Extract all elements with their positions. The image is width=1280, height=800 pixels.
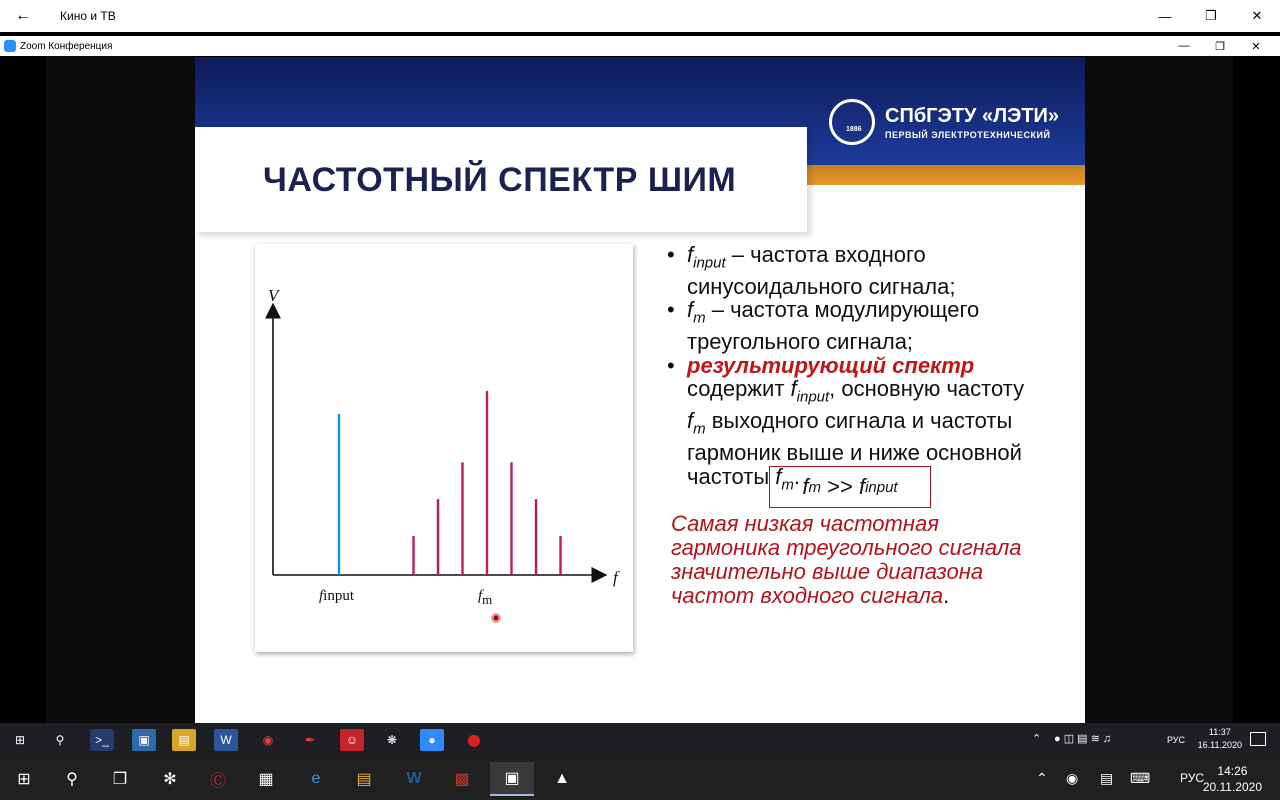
zoom-window-title: Zoom Конференция (20, 40, 113, 52)
clock-date: 20.11.2020 (1202, 780, 1262, 794)
start-button-icon[interactable]: ⊞ (17, 771, 31, 788)
slide-orange-strip (805, 165, 1085, 185)
powershell-icon: >_ (90, 729, 114, 751)
zoom-window-controls (1166, 36, 1274, 56)
inner-date: 16.11.2020 (1197, 740, 1242, 750)
word-taskbar-icon[interactable]: W (406, 770, 422, 787)
network-app-icon: ❋ (386, 733, 398, 747)
inner-language: РУС (1166, 735, 1185, 745)
explorer-icon[interactable]: ▤ (356, 771, 372, 788)
language-indicator[interactable]: РУС (1179, 771, 1204, 785)
formula-box: f m >> f input (769, 466, 931, 508)
taskbar-search-icon[interactable]: ⚲ (66, 771, 78, 788)
app-red-icon: ☺ (340, 729, 364, 751)
edge-icon[interactable]: e (311, 770, 321, 787)
right-dark-panel (1085, 56, 1233, 723)
slide-title: ЧАСТОТНЫЙ СПЕКТР ШИМ (263, 161, 737, 199)
tick-label-fm: fm (478, 588, 493, 607)
taskbar (0, 758, 1280, 800)
start-icon: ⊞ (14, 733, 26, 747)
movies-tv-icon[interactable]: ▣ (490, 762, 534, 796)
left-dark-panel (46, 56, 195, 723)
word-icon: W (214, 729, 238, 751)
search-icon: ⚲ (55, 733, 65, 747)
tray-chevron-icon: ⌃ (1032, 733, 1042, 745)
tray-icons: ● ◫ ▤ ≋ ♫ (1054, 733, 1112, 745)
inner-notification-icon (1250, 732, 1266, 746)
red-note: Самая низкая частотная гармоника треугольного сигнала значительно выше диапазона частот входного сигнала. (671, 511, 1022, 608)
x-axis-label: f (613, 568, 618, 587)
logo-name: СПбГЭТУ «ЛЭТИ» (885, 104, 1060, 127)
bullet-fm: • $f_m$ – частота модулирующего треугольного сигнала; (667, 297, 980, 355)
spectrum-chart (255, 244, 633, 652)
battery-icon[interactable]: ▤ (1100, 770, 1114, 786)
yandex-browser-icon[interactable]: Ⓒ (209, 772, 226, 790)
zoom-minimize-icon[interactable]: — (1178, 40, 1190, 52)
minimize-icon[interactable]: — (1158, 8, 1172, 24)
zoom-titlebar (0, 36, 1280, 56)
logo-emblem-icon (829, 99, 875, 145)
zoom-taskbar-icon: ● (420, 729, 444, 751)
zoom-app-icon (4, 40, 16, 52)
tray-up-icon[interactable]: ⌃ (1036, 770, 1048, 786)
record-icon: ⬤ (467, 733, 481, 747)
keyboard-icon[interactable]: ⌨ (1130, 770, 1151, 786)
app-icon-1[interactable]: ✻ (163, 771, 177, 788)
window-controls (1142, 0, 1280, 32)
y-axis-label: V (268, 286, 279, 305)
system-clock[interactable] (1203, 763, 1262, 795)
inner-time: 11:37 (1208, 727, 1231, 737)
bullet-finput: • $f_{input}$ – частота входного синусоидального сигнала; (667, 242, 956, 299)
shared-taskbar (0, 723, 1280, 758)
zoom-restore-icon[interactable]: ❐ (1215, 40, 1225, 53)
logo-subtitle: ПЕРВЫЙ ЭЛЕКТРОТЕХНИЧЕСКИЙ (885, 129, 1051, 140)
outer-titlebar (0, 0, 1280, 32)
close-icon[interactable]: ✕ (1251, 8, 1263, 23)
task-view-icon[interactable]: ❐ (112, 771, 128, 788)
file-explorer-icon: ▤ (172, 729, 196, 751)
tick-label-finput: finput (319, 588, 355, 604)
inner-clock (1198, 726, 1242, 752)
presentation-slide (195, 57, 1085, 723)
bullet-result-spectrum: • результирующий спектр содержит $f_{input}$, основную частоту $f_m$ выходного сигнала и частоты гармоник выше и ниже основной частоты $f_m$. (667, 352, 1025, 493)
photos-icon[interactable]: ▲ (554, 770, 570, 787)
logo-year: 1886 (846, 126, 862, 133)
winrar-icon[interactable]: ▩ (454, 771, 470, 788)
restore-icon[interactable]: ❐ (1205, 8, 1217, 23)
back-arrow-icon[interactable]: ← (15, 7, 31, 24)
wifi-icon[interactable]: ◉ (1066, 770, 1079, 786)
chrome-icon: ◉ (262, 733, 274, 747)
window-title: Кино и ТВ (60, 9, 116, 23)
pen-tool-icon: ✒ (304, 733, 316, 747)
bullet-list (667, 243, 1047, 496)
remote-desktop-icon: ▣ (132, 729, 156, 751)
store-icon[interactable]: ▦ (258, 771, 274, 788)
zoom-close-icon[interactable]: ✕ (1251, 40, 1261, 53)
university-logo (829, 99, 1059, 145)
spectrum-chart-svg (255, 244, 633, 652)
clock-time: 14:26 (1217, 764, 1248, 778)
